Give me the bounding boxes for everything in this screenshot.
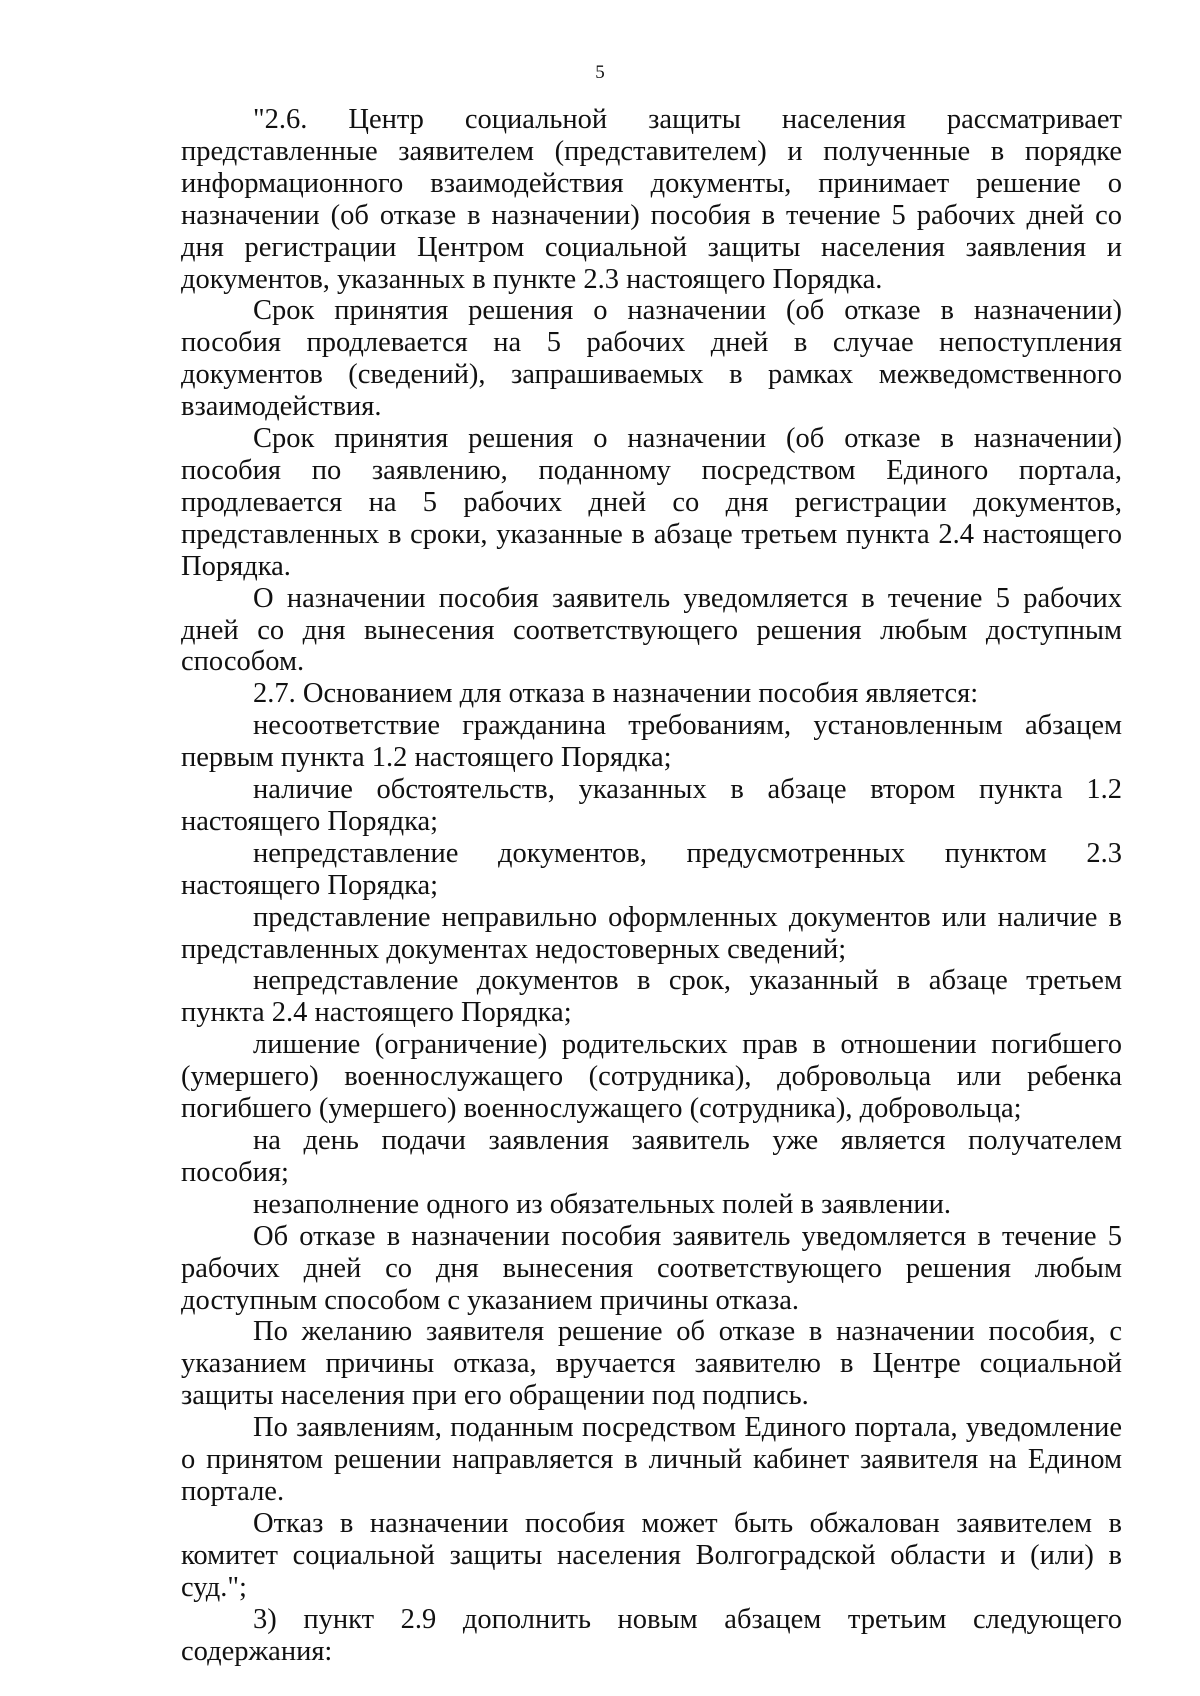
paragraph-portal-term: Срок принятия решения о назначении (об отказе в назначении) пособия по заявлению, поданному посредством Единого портала, продлевается на 5 рабочих дней со дня регистрации документов, представленных в сроки, указанные в абзаце третьем пункта 2.4 настоящего Порядка. [181,423,1122,582]
document-body [181,104,1122,1667]
refusal-ground-8: незаполнение одного из обязательных полей в заявлении. [253,1188,951,1220]
refusal-ground-1: несоответствие гражданина требованиям, установленным абзацем первым пункта 1.2 настоящего Порядка; [181,710,1122,774]
refusal-ground-5: непредставление документов в срок, указанный в абзаце третьем пункта 2.4 настоящего Порядка; [181,965,1122,1029]
refusal-ground-4: представление неправильно оформленных документов или наличие в представленных документах недостоверных сведений; [181,901,1122,965]
paragraph-appeal: Отказ в назначении пособия может быть обжалован заявителем в комитет социальной защиты населения Волгоградской области и (или) в суд."; [181,1507,1122,1603]
paragraph-2-7: 2.7. Основанием для отказа в назначении пособия является: [253,678,979,710]
paragraph-portal-notice: По заявлениям, поданным посредством Единого портала, уведомление о принятом решении направляется в личный кабинет заявителя на Едином портале. [181,1412,1122,1507]
paragraph-notification: О назначении пособия заявитель уведомляется в течение 5 рабочих дней со дня вынесения соответствующего решения любым доступным способом. [181,582,1122,678]
refusal-ground-2: наличие обстоятельств, указанных в абзаце втором пункта 1.2 настоящего Порядка; [181,774,1122,837]
refusal-ground-6: лишение (ограничение) родительских прав в отношении погибшего (умершего) военнослужащего (сотрудника), добровольца или ребенка погибшего (умершего) военнослужащего (сотрудника), добровольца; [181,1029,1122,1125]
paragraph-item-3: 3) пункт 2.9 дополнить новым абзацем третьим следующего содержания: [181,1603,1122,1667]
paragraph-refusal-notice: Об отказе в назначении пособия заявитель уведомляется в течение 5 рабочих дней со дня вынесения соответствующего решения любым доступным способом с указанием причины отказа. [181,1220,1122,1316]
paragraph-2-6: "2.6. Центр социальной защиты населения рассматривает представленные заявителем (представителем) и полученные в порядке информационного взаимодействия документы, принимает решение о назначении (об отказе в назначении) пособия в течение 5 рабочих дней со дня регистрации Центром социальной защиты населения заявления и документов, указанных в пункте 2.3 настоящего Порядка. [181,104,1122,295]
paragraph-refusal-delivery: По желанию заявителя решение об отказе в назначении пособия, с указанием причины отказа, вручается заявителю в Центре социальной защиты населения при его обращении под подпись. [181,1316,1122,1412]
refusal-ground-3: непредставление документов, предусмотренных пунктом 2.3 настоящего Порядка; [181,837,1122,901]
refusal-ground-7: на день подачи заявления заявитель уже является получателем пособия; [181,1125,1122,1188]
paragraph-term-extension: Срок принятия решения о назначении (об отказе в назначении) пособия продлевается на 5 рабочих дней в случае непоступления документов (сведений), запрашиваемых в рамках межведомственного взаимодействия. [181,295,1122,423]
page-number: 5 [595,62,605,83]
